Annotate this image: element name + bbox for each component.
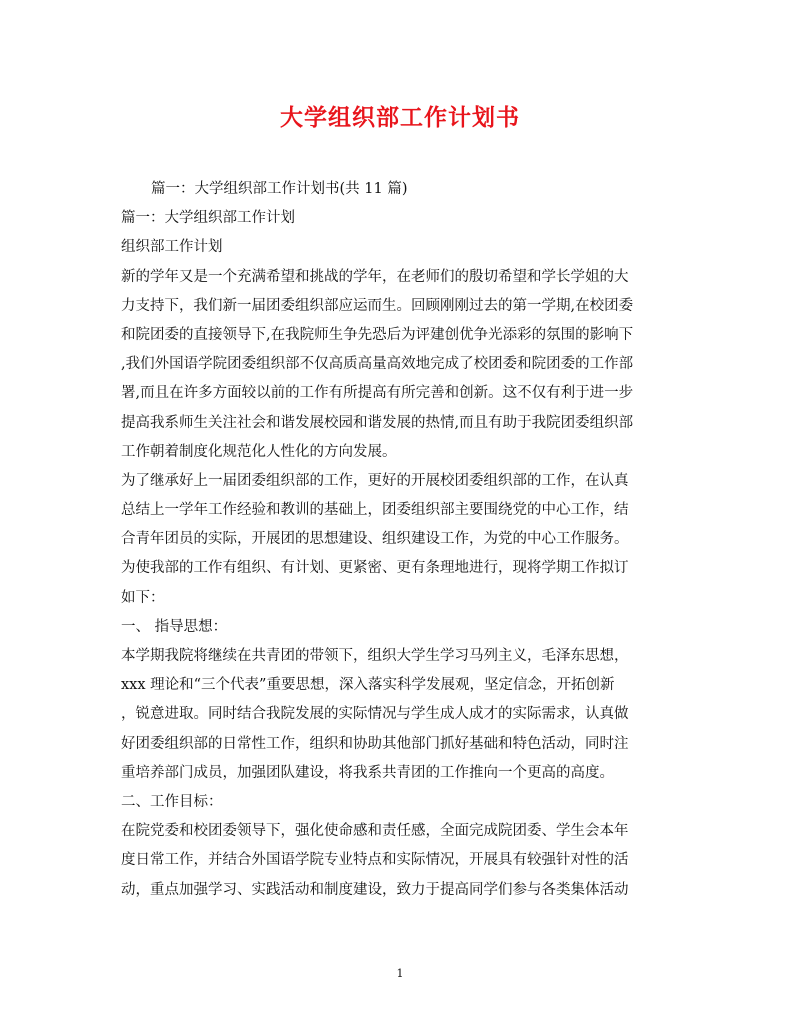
document-title: 大学组织部工作计划书 (280, 104, 520, 131)
body-line: 为使我部的工作有组织、有计划、更紧密、更有条理地进行，现将学期工作拟订 (121, 560, 629, 577)
body-line: 篇一：大学组织部工作计划 (121, 210, 295, 227)
body-line: 工作朝着制度化规范化人性化的方向发展。 (121, 443, 397, 460)
section-heading: 一、 指导思想： (121, 618, 228, 635)
body-line: 好团委组织部的日常性工作，组织和协助其他部门抓好基础和特色活动，同时注 (121, 735, 629, 752)
body-line: 在院党委和校团委领导下，强化使命感和责任感，全面完成院团委、学生会本年 (121, 823, 629, 840)
body-line: 署,而且在许多方面较以前的工作有所提高有所完善和创新。这不仅有利于进一步 (121, 385, 634, 402)
body-line: 总结上一学年工作经验和教训的基础上，团委组织部主要围绕党的中心工作，结 (121, 502, 629, 519)
body-line: 提高我系师生关注社会和谐发展校园和谐发展的热情,而且有助于我院团委组织部 (121, 414, 634, 431)
body-line: 篇一：大学组织部工作计划书(共 11 篇) (151, 181, 408, 197)
document-body (121, 175, 679, 905)
body-line: xxx 理论和“三个代表”重要思想，深入落实科学发展观，坚定信念，开拓创新 (121, 677, 615, 694)
body-line: ,我们外国语学院团委组织部不仅高质高量高效地完成了校团委和院团委的工作部 (121, 356, 634, 373)
body-line: ，锐意进取。同时结合我院发展的实际情况与学生成人成才的实际需求，认真做 (121, 706, 629, 723)
body-line: 组织部工作计划 (121, 239, 223, 256)
body-line: 动，重点加强学习、实践活动和制度建设，致力于提高同学们参与各类集体活动 (121, 881, 629, 898)
page-number: 1 (396, 967, 404, 980)
body-line: 本学期我院将继续在共青团的带领下，组织大学生学习马列主义，毛泽东思想， (121, 648, 629, 664)
body-line: 合青年团员的实际，开展团的思想建设、组织建设工作，为党的中心工作服务。 (121, 531, 629, 548)
body-line: 度日常工作，并结合外国语学院专业特点和实际情况，开展具有较强针对性的活 (121, 852, 629, 869)
body-line: 如下： (121, 589, 165, 606)
body-line: 和院团委的直接领导下,在我院师生争先恐后为评建创优争光添彩的氛围的影响下 (121, 326, 634, 343)
body-line: 重培养部门成员，加强团队建设，将我系共青团的工作推向一个更高的高度。 (121, 764, 614, 781)
section-heading: 二、工作目标： (121, 793, 223, 810)
body-line: 力支持下，我们新一届团委组织部应运而生。回顾刚刚过去的第一学期,在校团委 (121, 297, 634, 314)
body-line: 新的学年又是一个充满希望和挑战的学年，在老师们的殷切希望和学长学姐的大 (121, 268, 629, 285)
body-line: 为了继承好上一届团委组织部的工作，更好的开展校团委组织部的工作，在认真 (121, 472, 629, 489)
